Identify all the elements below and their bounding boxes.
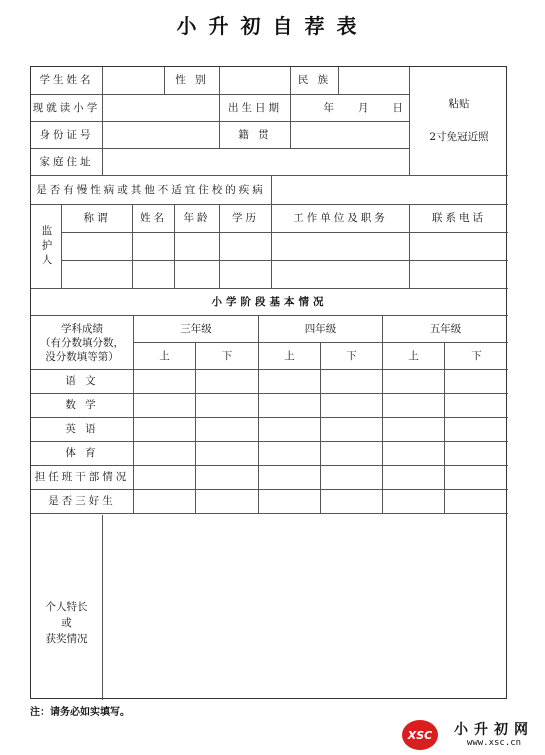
- grade-cell[interactable]: [134, 394, 196, 418]
- subject-label: 英 语: [31, 418, 134, 442]
- guardian-cell[interactable]: [175, 233, 220, 261]
- grade-cell[interactable]: [259, 466, 321, 490]
- guardian-cell[interactable]: [62, 261, 133, 289]
- photo-box[interactable]: [410, 67, 508, 176]
- xsc-logo: XSC: [402, 720, 438, 750]
- grade-cell[interactable]: [383, 442, 445, 466]
- guardian-cell[interactable]: [133, 233, 175, 261]
- grade-cell[interactable]: [383, 490, 445, 514]
- guardian-header-age: 年龄: [175, 205, 220, 233]
- guardian-header-workplace: 工作单位及职务: [272, 205, 410, 233]
- section-title: 小学阶段基本情况: [31, 289, 508, 316]
- grade-cell[interactable]: [445, 442, 508, 466]
- grade-5-header: 五年级: [383, 316, 508, 343]
- brand-url: www.xsc.cn: [466, 738, 522, 748]
- term-first: 上: [134, 343, 196, 370]
- grade-cell[interactable]: [134, 418, 196, 442]
- address-field[interactable]: [103, 149, 410, 176]
- grade-cell[interactable]: [196, 490, 259, 514]
- grade-cell[interactable]: [445, 466, 508, 490]
- guardian-header-relation: 称谓: [62, 205, 133, 233]
- grade-cell[interactable]: [134, 370, 196, 394]
- grade-cell[interactable]: [196, 466, 259, 490]
- gender-label: 性 别: [165, 67, 220, 95]
- grade-cell[interactable]: [259, 442, 321, 466]
- year-label: 年: [323, 101, 334, 114]
- illness-label: 是否有慢性病或其他不适宜住校的疾病: [31, 176, 272, 205]
- guardian-cell[interactable]: [220, 233, 272, 261]
- birth-date-field[interactable]: [291, 95, 410, 122]
- address-label: 家庭住址: [31, 149, 103, 176]
- guardian-label: 监护人: [31, 205, 62, 289]
- guardian-header-phone: 联系电话: [410, 205, 508, 233]
- grade-cell[interactable]: [445, 490, 508, 514]
- footnote: 注：请务必如实填写。: [30, 707, 130, 718]
- grade-cell[interactable]: [196, 370, 259, 394]
- grade-cell[interactable]: [321, 490, 383, 514]
- photo-line1: 粘贴: [448, 98, 470, 110]
- guardian-cell[interactable]: [410, 233, 508, 261]
- guardian-header-education: 学历: [220, 205, 272, 233]
- subject-label: 数 学: [31, 394, 134, 418]
- term-second: 下: [321, 343, 383, 370]
- student-name-label: 学生姓名: [31, 67, 103, 95]
- grade-cell[interactable]: [134, 466, 196, 490]
- id-number-field[interactable]: [103, 122, 220, 149]
- grade-cell[interactable]: [445, 394, 508, 418]
- form-title: 小升初自荐表: [176, 14, 369, 38]
- illness-field[interactable]: [272, 176, 508, 205]
- grade-cell[interactable]: [259, 490, 321, 514]
- current-school-label: 现就读小学: [31, 95, 103, 122]
- birth-date-label: 出生日期: [220, 95, 291, 122]
- talent-field[interactable]: [103, 515, 508, 700]
- native-place-field[interactable]: [291, 122, 410, 149]
- grade-4-header: 四年级: [259, 316, 383, 343]
- grade-cell[interactable]: [321, 418, 383, 442]
- grade-3-header: 三年级: [134, 316, 259, 343]
- gender-field[interactable]: [220, 67, 291, 95]
- grade-cell[interactable]: [321, 442, 383, 466]
- guardian-cell[interactable]: [220, 261, 272, 289]
- grade-cell[interactable]: [259, 370, 321, 394]
- extra-row-label: 是否三好生: [31, 490, 134, 514]
- grade-cell[interactable]: [321, 394, 383, 418]
- term-second: 下: [196, 343, 259, 370]
- term-first: 上: [383, 343, 445, 370]
- grade-cell[interactable]: [259, 394, 321, 418]
- native-place-label: 籍 贯: [220, 122, 291, 149]
- guardian-cell[interactable]: [62, 233, 133, 261]
- day-label: 日: [392, 101, 403, 114]
- grade-cell[interactable]: [383, 466, 445, 490]
- grade-cell[interactable]: [321, 370, 383, 394]
- ethnicity-label: 民 族: [291, 67, 339, 95]
- guardian-header-name: 姓名: [133, 205, 175, 233]
- term-first: 上: [259, 343, 321, 370]
- grade-cell[interactable]: [134, 442, 196, 466]
- id-number-label: 身份证号: [31, 122, 103, 149]
- photo-line2: 2寸免冠近照: [429, 131, 489, 143]
- form-table: [30, 66, 507, 699]
- grade-cell[interactable]: [196, 394, 259, 418]
- term-second: 下: [445, 343, 508, 370]
- grade-cell[interactable]: [445, 370, 508, 394]
- current-school-field[interactable]: [103, 95, 220, 122]
- guardian-cell[interactable]: [133, 261, 175, 289]
- grade-cell[interactable]: [321, 466, 383, 490]
- ethnicity-field[interactable]: [339, 67, 410, 95]
- guardian-cell[interactable]: [175, 261, 220, 289]
- grade-cell[interactable]: [259, 418, 321, 442]
- grades-row-header: 学科成绩 （有分数填分数， 没分数填等第）: [31, 316, 134, 370]
- grade-cell[interactable]: [134, 490, 196, 514]
- guardian-cell[interactable]: [410, 261, 508, 289]
- grade-cell[interactable]: [445, 418, 508, 442]
- brand-name: 小升初网: [454, 722, 534, 738]
- student-name-field[interactable]: [103, 67, 165, 95]
- grade-cell[interactable]: [196, 418, 259, 442]
- month-label: 月: [358, 101, 369, 114]
- grade-cell[interactable]: [383, 370, 445, 394]
- grade-cell[interactable]: [383, 394, 445, 418]
- grade-cell[interactable]: [196, 442, 259, 466]
- extra-row-label: 担任班干部情况: [31, 466, 134, 490]
- guardian-cell[interactable]: [272, 233, 410, 261]
- subject-label: 语 文: [31, 370, 134, 394]
- guardian-cell[interactable]: [272, 261, 410, 289]
- grade-cell[interactable]: [383, 418, 445, 442]
- subject-label: 体 育: [31, 442, 134, 466]
- talent-label: 个人特长 或 获奖情况: [31, 515, 103, 700]
